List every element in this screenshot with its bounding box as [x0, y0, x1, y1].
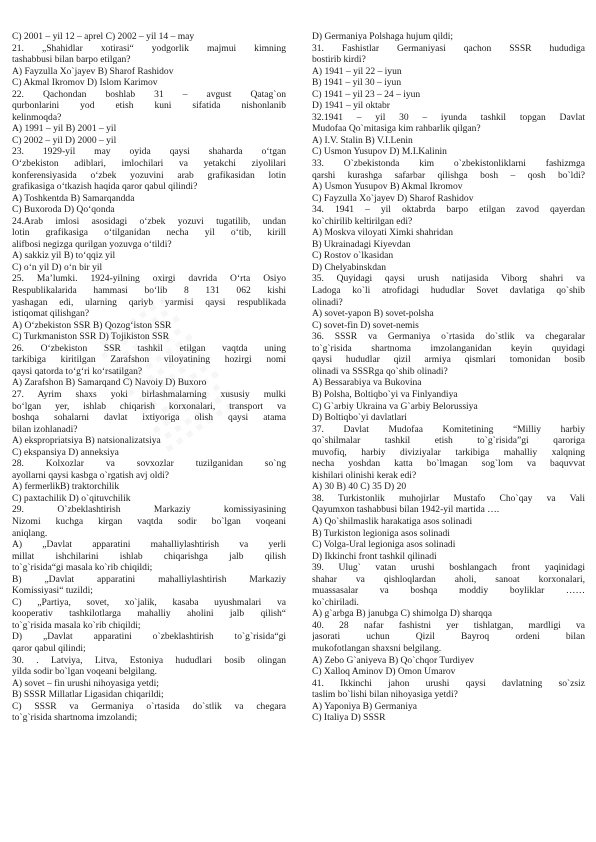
- text-line: boshqa sohalarni davlat ixtiyoriga olish qaysi atama: [12, 412, 286, 424]
- text-line: B) SSSR Millatlar Ligasidan chiqarildi;: [12, 689, 164, 701]
- text-line: kelinmoqda?: [12, 111, 62, 123]
- text-line: bilan izohlanadi?: [12, 423, 78, 435]
- text-line: D) Boltiqbo`yi davlatlari: [312, 412, 407, 424]
- text-line: 29. O`zbeklashtirish Markaziy komissiyasining: [12, 504, 286, 516]
- text-line: A) Zebo G`aniyeva B) Qo`chqor Turdiyev: [312, 654, 474, 666]
- text-line: 30. . Latviya, Litva, Estoniya hududlari bosib olingan: [12, 654, 286, 666]
- text-line: 25. Ma’lumki. 1924-yilning oxirgi davrida O‘rta Osiyo: [12, 273, 286, 285]
- text-line: B) Turkiston legioniga asos solinadi: [312, 527, 450, 539]
- text-line: B) Polsha, Boltiqbo`yi va Finlyandiya: [312, 388, 458, 400]
- text-line: 24.Arab imlosi asosidagi o‘zbek yozuvi tugatilib, undan: [12, 215, 286, 227]
- text-line: D) Ikkinchi front tashkil qilinadi: [312, 550, 437, 562]
- text-line: A) 1991 – yil B) 2001 – yil: [12, 123, 117, 135]
- text-line: A) I.V. Stalin B) V.I.Lenin: [312, 134, 413, 146]
- text-line: jasorati uchun Qizil Bayroq ordeni bilan: [312, 631, 585, 643]
- text-line: shahar va qishloqlardan aholi, sanoat korxonalari,: [312, 573, 585, 585]
- text-line: Qayumxon tashabbusi bilan 1942-yil martida ….: [312, 504, 500, 516]
- text-line: 33. O`zbekistonda kim o`zbekistonliklarni fashizmga: [312, 158, 585, 170]
- text-line: A) „Davlat apparatini mahalliylashtirish va yerli: [12, 539, 286, 551]
- text-line: A) sakkiz yil B) to‘qqiz yil: [12, 250, 116, 262]
- text-line: A) 30 B) 40 C) 35 D) 20: [312, 481, 407, 493]
- text-line: A) ekspropriatsiya B) natsionalizatsiya: [12, 435, 161, 447]
- text-line: konferensiyasida o‘zbek yozuvini arab grafikasidan lotin: [12, 169, 286, 181]
- text-line: olinadi va SSSRga qo`shib olinadi?: [312, 365, 448, 377]
- text-line: A) Usmon Yusupov B) Akmal Ikromov: [312, 181, 463, 193]
- text-line: A) g`arbga B) janubga C) shimolga D) sharqqa: [312, 608, 493, 620]
- text-line: O‘zbekiston adiblari, imlochilari va yetakchi ziyolilari: [12, 158, 286, 170]
- text-line: tarkibiga kiritilgan Zarafshon viloyatining hozirgi nomi: [12, 354, 286, 366]
- text-line: kooperativ tashkilotlarga mahalliy aholini jalb qilish“: [12, 608, 286, 620]
- text-line: taslim bo`lishi bilan nihoyasiga yetdi?: [312, 689, 458, 701]
- text-line: 31. Fashistlar Germaniyasi qachon SSSR hududiga: [312, 42, 585, 54]
- text-line: 26. O‘zbekiston SSR tashkil etilgan vaqtda uning: [12, 342, 286, 354]
- text-line: qaysi hududlar qizil armiya qismlari tomonidan bosib: [312, 354, 585, 366]
- text-line: D) 1941 – yil oktabr: [312, 100, 390, 112]
- text-line: lotin grafikasiga o‘tilganidan necha yil o‘tib, kirill: [12, 227, 286, 239]
- text-line: A) Zarafshon B) Samarqand C) Navoiy D) Buxoro: [12, 377, 207, 389]
- text-line: C) 2002 – yil D) 2000 – yil: [12, 134, 117, 146]
- text-line: C) 1941 – yil 23 – 24 – iyun: [312, 88, 421, 100]
- text-line: 22. Qachondan boshlab 31 – avgust Qatag`on: [12, 88, 286, 100]
- text-line: yilda sodir bo`lgan voqeani belgilang.: [12, 666, 158, 678]
- text-line: C) Buxoroda D) Qo‘qonda: [12, 204, 115, 216]
- text-line: 21. „Shahidlar xotirasi“ yodgorlik majmui kimning: [12, 42, 286, 54]
- text-line: A) Yaponiya B) Germaniya: [312, 700, 417, 712]
- text-line: 32.1941 – yil 30 – iyunda tashkil topgan Davlat: [312, 111, 585, 123]
- text-line: A) Fayzulla Xo`jayev B) Sharof Rashidov: [12, 65, 174, 77]
- text-line: istiqomat qilishgan?: [12, 308, 90, 320]
- text-line: A) sovet – fin urushi nihoyasiga yetdi;: [12, 677, 159, 689]
- text-line: 39. Ulug` vatan urushi boshlangach front yaqinidagi: [312, 562, 585, 574]
- text-line: bo‘lgan yer, ishlab chiqarish korxonalari, transport va: [12, 400, 286, 412]
- text-line: ayollarni qaysi kasbga o`rgatish avj oldi?: [12, 469, 170, 481]
- text-line: C) Usmon Yusupov D) M.I.Kalinin: [312, 146, 447, 158]
- text-line: yashagan edi, ularning qariyb yarmisi qaysi respublikada: [12, 296, 286, 308]
- text-line: C) Turkmaniston SSR D) Tojikiston SSR: [12, 331, 169, 343]
- text-line: D) Germaniya Polshaga hujum qildi;: [312, 31, 454, 42]
- text-line: A) Qo`shilmaslik harakatiga asos solinadi: [312, 515, 473, 527]
- text-line: alifbosi negizga qurilgan yozuvga o‘tildi?: [12, 238, 172, 250]
- text-line: 38. Turkistonlik muhojirlar Mustafo Cho`qay va Vali: [312, 492, 585, 504]
- text-line: 27. Ayrim shaxs yoki birlashmalarning xususiy mulki: [12, 388, 286, 400]
- text-line: kishilari olinishi kerak edi?: [312, 469, 417, 481]
- text-line: B) 1941 – yil 30 – iyun: [312, 77, 402, 89]
- text-line: A) O‘zbekiston SSR B) Qozog‘iston SSR: [12, 319, 172, 331]
- text-line: C) o‘n yil D) o‘n bir yil: [12, 261, 103, 273]
- text-line: 34. 1941 – yil oktabrda barpo etilgan zavod qayerdan: [312, 204, 585, 216]
- text-line: qarshi kurashga safarbar qilishga bosh – qosh bo`ldi?: [312, 169, 585, 181]
- text-line: C) G`arbiy Ukraina va G`arbiy Belorussiya: [312, 400, 478, 412]
- text-line: to`g`risida shartnoma imzolanganidan keyin quyidagi: [312, 342, 585, 354]
- text-line: ko`chirilib keltirilgan edi?: [312, 215, 413, 227]
- text-line: 40. 28 nafar fashistni yer tishlatgan, mardligi va: [312, 619, 585, 631]
- text-line: D) „Davlat apparatini o`zbeklashtirish to`g`risida“gi: [12, 631, 286, 643]
- text-line: B) „Davlat apparatini mahalliylashtirish Markaziy: [12, 573, 286, 585]
- text-line: 28. Kolxozlar va sovxozlar tuzilganidan so`ng: [12, 458, 286, 470]
- text-line: C) Akmal Ikromov D) Islom Karimov: [12, 77, 158, 89]
- text-line: C) Rostov o`lkasidan: [312, 250, 394, 262]
- text-line: C) ekspansiya D) anneksiya: [12, 446, 119, 458]
- text-line: B) Ukrainadagi Kiyevdan: [312, 238, 411, 250]
- text-line: tashabbusi bilan barpo etilgan?: [12, 54, 131, 66]
- text-line: C) paxtachilik D) o`qituvchilik: [12, 492, 131, 504]
- text-line: 35. Quyidagi qaysi urush natijasida Viborg shahri va: [312, 273, 585, 285]
- text-line: Respublikalarida hammasi bo‘lib 8 131 062 kishi: [12, 285, 286, 297]
- text-line: ko`chiriladi.: [312, 596, 359, 608]
- text-line: C) Fayzulla Xo`jayev D) Sharof Rashidov: [312, 192, 474, 204]
- text-line: C) Xalloq Aminov D) Omon Umarov: [312, 666, 456, 678]
- text-line: A) Moskva viloyati Ximki shahridan: [312, 227, 454, 239]
- text-line: A) fermerlikB) traktorchilik: [12, 481, 120, 493]
- text-line: C) Italiya D) SSSR: [312, 712, 386, 724]
- text-line: C) Volga-Ural legioniga asos solinadi: [312, 539, 456, 551]
- text-line: qaror qabul qilindi;: [12, 642, 86, 654]
- text-line: Mudofaa Qo`mitasiga kim rahbarlik qilgan?: [312, 123, 481, 135]
- text-line: olinadi?: [312, 296, 343, 308]
- text-line: necha yoshdan katta bo`lmagan sog`lom va baquvvat: [312, 458, 585, 470]
- text-line: Ladoga ko`li atrofidagi hududlar Sovet davlatiga qo`shib: [312, 285, 585, 297]
- text-line: A) Toshkentda B) Samarqandda: [12, 192, 135, 204]
- text-line: C) 2001 – yil 12 – aprel C) 2002 – yil 14 – may: [12, 31, 195, 42]
- text-line: 23. 1929-yil may oyida qaysi shaharda o‘tgan: [12, 146, 286, 158]
- text-line: 37. Davlat Mudofaa Komitetining “Milliy harbiy: [312, 423, 585, 435]
- text-line: to`g`risida“gi masala ko`rib chiqildi;: [12, 562, 153, 574]
- text-line: qo`shilmalar tashkil etish to`g`risida”gi qaroriga: [312, 435, 585, 447]
- text-line: mukofotlangan shaxsni belgilang.: [312, 642, 442, 654]
- text-line: A) 1941 – yil 22 – iyun: [312, 65, 402, 77]
- text-line: A) sovet-yapon B) sovet-polsha: [312, 308, 434, 320]
- text-line: 36. SSSR va Germaniya o`rtasida do`stlik va chegaralar: [312, 331, 585, 343]
- text-line: A) Bessarabiya va Bukovina: [312, 377, 422, 389]
- text-line: to`g`risida shartnoma imzolandi;: [12, 712, 138, 724]
- text-line: C) sovet-fin D) sovet-nemis: [312, 319, 419, 331]
- text-line: C) SSSR va Germaniya o`rtasida do`stlik va chegara: [12, 700, 286, 712]
- text-line: muvofiq, harbiy diviziyalar tarkibiga mahalliy xalqning: [312, 446, 585, 458]
- left-column: [12, 31, 286, 724]
- text-line: muassasalar va boshqa moddiy boyliklar ……: [312, 585, 585, 597]
- text-line: C) „Partiya, sovet, xo`jalik, kasaba uyushmalari va: [12, 596, 286, 608]
- right-column: [312, 31, 585, 724]
- text-line: qaysi qatorda to‘g‘ri ko‘rsatilgan?: [12, 365, 143, 377]
- text-line: to`g`risida masala ko`rib chiqildi;: [12, 619, 141, 631]
- text-line: Nizomi kuchga kirgan vaqtda sodir bo`lgan voqeani: [12, 515, 286, 527]
- text-line: D) Chelyabinskdan: [312, 261, 386, 273]
- text-line: bostirib kirdi?: [312, 54, 366, 66]
- text-line: 41. Ikkinchi jahon urushi qaysi davlatning so`zsiz: [312, 677, 585, 689]
- text-line: millat ishchilarini ishlab chiqarishga jalb qilish: [12, 550, 286, 562]
- text-line: aniqlang.: [12, 527, 48, 539]
- text-line: Komissiyasi“ tuzildi;: [12, 585, 93, 597]
- text-line: grafikasiga o‘tkazish haqida qaror qabul qilindi?: [12, 181, 198, 193]
- text-line: qurbonlarini yod etish kuni sifatida nishonlanib: [12, 100, 286, 112]
